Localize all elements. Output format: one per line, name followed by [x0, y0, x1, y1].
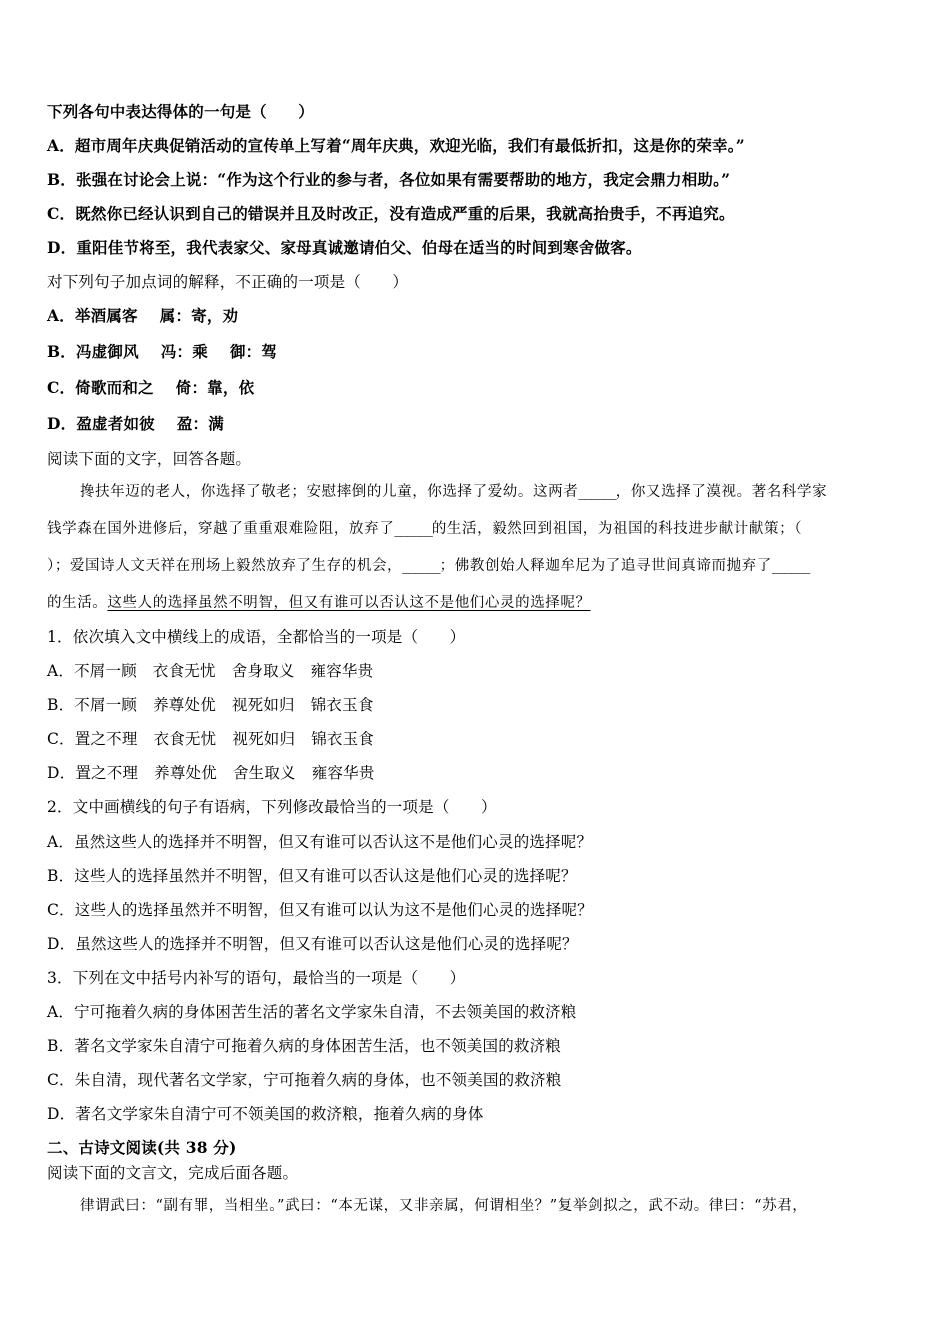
option-d — [47, 763, 375, 783]
section-intro: 阅读下面的文言文，完成后面各题。 — [47, 1164, 299, 1182]
option-item: 雍容华贵 — [311, 764, 375, 782]
fill-blank: ______ — [394, 521, 432, 537]
passage-line — [47, 519, 802, 539]
option-d: D．重阳佳节将至，我代表家父、家母真诚邀请伯父、伯母在适当的时间到寒舍做客。 — [47, 238, 642, 257]
passage-text: ，你又选择了漠视。著名科学家 — [615, 484, 828, 500]
passage-text: 搀扶年迈的老人，你选择了敬老；安慰摔倒的儿童，你选择了爱幼。这两者 — [80, 484, 579, 500]
passage-line — [80, 482, 827, 502]
option-gloss: 冯：乘 — [160, 342, 208, 361]
option-item: 锦衣玉食 — [310, 696, 374, 714]
option-label: A． — [47, 306, 75, 325]
passage-line — [47, 593, 591, 613]
option-label: A． — [47, 662, 75, 680]
passage-text: 的生活，毅然回到祖国，为祖国的科技进步献计献策；（ — [431, 521, 803, 537]
option-c: C．朱自清，现代著名文学家，宁可拖着久病的身体，也不领美国的救济粮 — [47, 1071, 562, 1089]
option-gloss-2: 御：驾 — [229, 342, 278, 361]
option-item: 视死如归 — [231, 696, 295, 714]
option-gloss: 属：寄，劝 — [159, 306, 239, 325]
option-item: 衣食无忧 — [153, 730, 217, 748]
option-a — [47, 661, 373, 681]
option-phrase: 举酒属客 — [74, 306, 138, 325]
option-item: 养尊处优 — [154, 764, 217, 782]
option-gloss: 盈：满 — [176, 414, 224, 433]
option-c — [47, 729, 374, 749]
option-label: C． — [47, 378, 76, 397]
option-d — [47, 414, 224, 434]
option-item: 衣食无忧 — [152, 662, 216, 680]
option-c: C．这些人的选择虽然并不明智，但又有谁可以认为这不是他们心灵的选择呢？ — [47, 901, 593, 919]
option-b: B．著名文学家朱自清宁可拖着久病的身体困苦生活，也不领美国的救济粮 — [47, 1037, 561, 1055]
fill-blank: ______ — [402, 558, 440, 574]
option-b — [47, 695, 374, 715]
fill-blank: ______ — [578, 484, 616, 500]
option-label: B． — [47, 342, 77, 361]
option-item: 舍身取义 — [231, 662, 295, 680]
option-c: C．既然你已经认识到自己的错误并且及时改正，没有造成严重的后果，我就高抬贵手，不再追究。 — [47, 204, 735, 223]
option-d: D．著名文学家朱自清宁可不领美国的救济粮，拖着久病的身体 — [47, 1105, 484, 1123]
passage-text: ）；爱国诗人文天祥在刑场上毅然放弃了生存的机会， — [47, 558, 403, 574]
option-label: D． — [47, 764, 76, 782]
question-stem: 2．文中画横线的句子有语病，下列修改最恰当的一项是（ ） — [47, 798, 497, 816]
option-label: C． — [47, 730, 75, 748]
option-item: 舍生取义 — [232, 764, 296, 782]
option-a — [47, 306, 238, 326]
option-phrase: 盈虚者如彼 — [76, 414, 155, 433]
option-b: B．这些人的选择虽然并不明智，但又有谁可以否认这是他们心灵的选择呢？ — [47, 867, 577, 885]
passage-text: 钱学森在国外进修后，穿越了重重艰难险阻，放弃了 — [47, 521, 395, 537]
passage-line — [47, 556, 809, 576]
passage-text: ；佛教创始人释迦牟尼为了追寻世间真谛而抛弃了 — [439, 558, 772, 574]
option-a: A．宁可拖着久病的身体困苦生活的著名文学家朱自清，不去领美国的救济粮 — [47, 1003, 577, 1021]
option-item: 锦衣玉食 — [311, 730, 375, 748]
question-stem: 3．下列在文中括号内补写的语句，最恰当的一项是（ ） — [47, 969, 466, 987]
option-gloss: 倚：靠，依 — [175, 378, 255, 397]
option-b: B．张强在讨论会上说：“作为这个行业的参与者，各位如果有需要帮助的地方，我定会鼎力相助。” — [47, 170, 731, 189]
underlined-sentence: 这些人的选择虽然不明智，但又有谁可以否认这不是他们心灵的选择呢？ — [107, 595, 591, 611]
question-stem: 对下列句子加点词的解释，不正确的一项是（ ） — [47, 273, 409, 291]
option-item: 置之不理 — [75, 764, 139, 782]
option-item: 养尊处优 — [153, 696, 216, 714]
question-stem: 1．依次填入文中横线上的成语，全都恰当的一项是（ ） — [47, 628, 466, 646]
option-item: 不屑一顾 — [74, 662, 137, 680]
passage-text: 的生活。 — [47, 595, 108, 611]
option-d: D．虽然这些人的选择并不明智，但又有谁可以否认这是他们心灵的选择呢？ — [47, 935, 578, 953]
question-stem: 下列各句中表达得体的一句是（ ） — [47, 102, 314, 121]
option-b — [47, 342, 277, 362]
option-c — [47, 378, 254, 398]
option-a: A．超市周年庆典促销活动的宣传单上写着“周年庆典，欢迎光临，我们有最低折扣，这是你的荣幸。” — [47, 136, 745, 155]
reading-intro: 阅读下面的文字，回答各题。 — [47, 450, 252, 468]
option-item: 不屑一顾 — [74, 696, 138, 714]
option-label: D． — [47, 414, 77, 433]
fill-blank: ______ — [771, 558, 810, 574]
option-label: B． — [47, 696, 75, 714]
option-item: 置之不理 — [74, 730, 138, 748]
section-title: 二、古诗文阅读(共 38 分) — [47, 1138, 237, 1157]
option-item: 雍容华贵 — [310, 662, 374, 680]
option-a: A．虽然这些人的选择并不明智，但又有谁可以否认这不是他们心灵的选择呢？ — [47, 833, 593, 851]
option-item: 视死如归 — [232, 730, 296, 748]
option-phrase: 倚歌而和之 — [75, 378, 154, 397]
passage-line: 律谓武曰：“副有罪，当相坐。”武曰：“本无谋，又非亲属，何谓相坐？”复举剑拟之，武不动。律曰：“苏君， — [80, 1198, 808, 1214]
option-phrase: 冯虚御风 — [76, 342, 139, 361]
